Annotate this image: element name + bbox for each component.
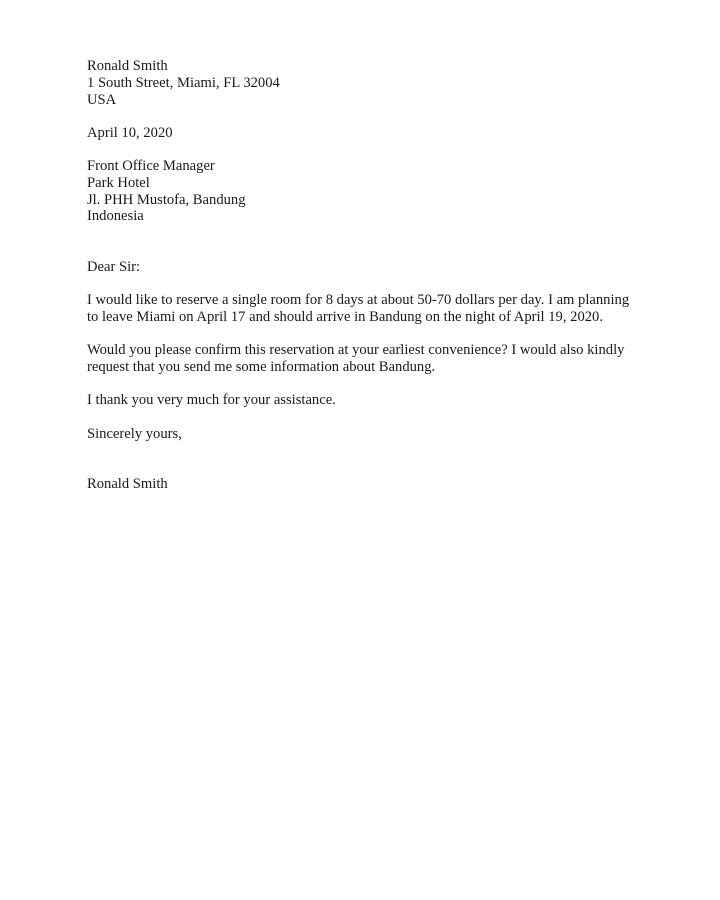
recipient-address: Jl. PHH Mustofa, Bandung (87, 191, 246, 208)
recipient-country: Indonesia (87, 208, 144, 225)
sender-address: 1 South Street, Miami, FL 32004 (87, 74, 280, 91)
recipient-address-block (87, 158, 647, 225)
salutation-block (87, 259, 647, 276)
sender-name: Ronald Smith (87, 58, 168, 74)
body-paragraph-3: I thank you very much for your assistance. (87, 392, 336, 408)
signature-block (87, 476, 647, 493)
signature-name: Ronald Smith (87, 476, 168, 492)
salutation: Dear Sir: (87, 259, 141, 275)
date-block (87, 125, 647, 142)
closing-block (87, 426, 647, 443)
letter-date: April 10, 2020 (87, 125, 173, 141)
body-paragraph-1: I would like to reserve a single room for 8 days at about 50-70 dollars per day. I am planning to leave Miami on April 17 and should arrive in Bandung on the night of April 19, 2020. (87, 292, 630, 325)
recipient-title: Front Office Manager (87, 158, 215, 174)
sender-address-block (87, 58, 647, 108)
sender-country: USA (87, 91, 117, 108)
body-paragraph-2: Would you please confirm this reservation at your earliest convenience? I would also kindly request that you send me some information about Bandung. (87, 342, 625, 375)
closing: Sincerely yours, (87, 426, 182, 442)
recipient-organization: Park Hotel (87, 174, 150, 191)
